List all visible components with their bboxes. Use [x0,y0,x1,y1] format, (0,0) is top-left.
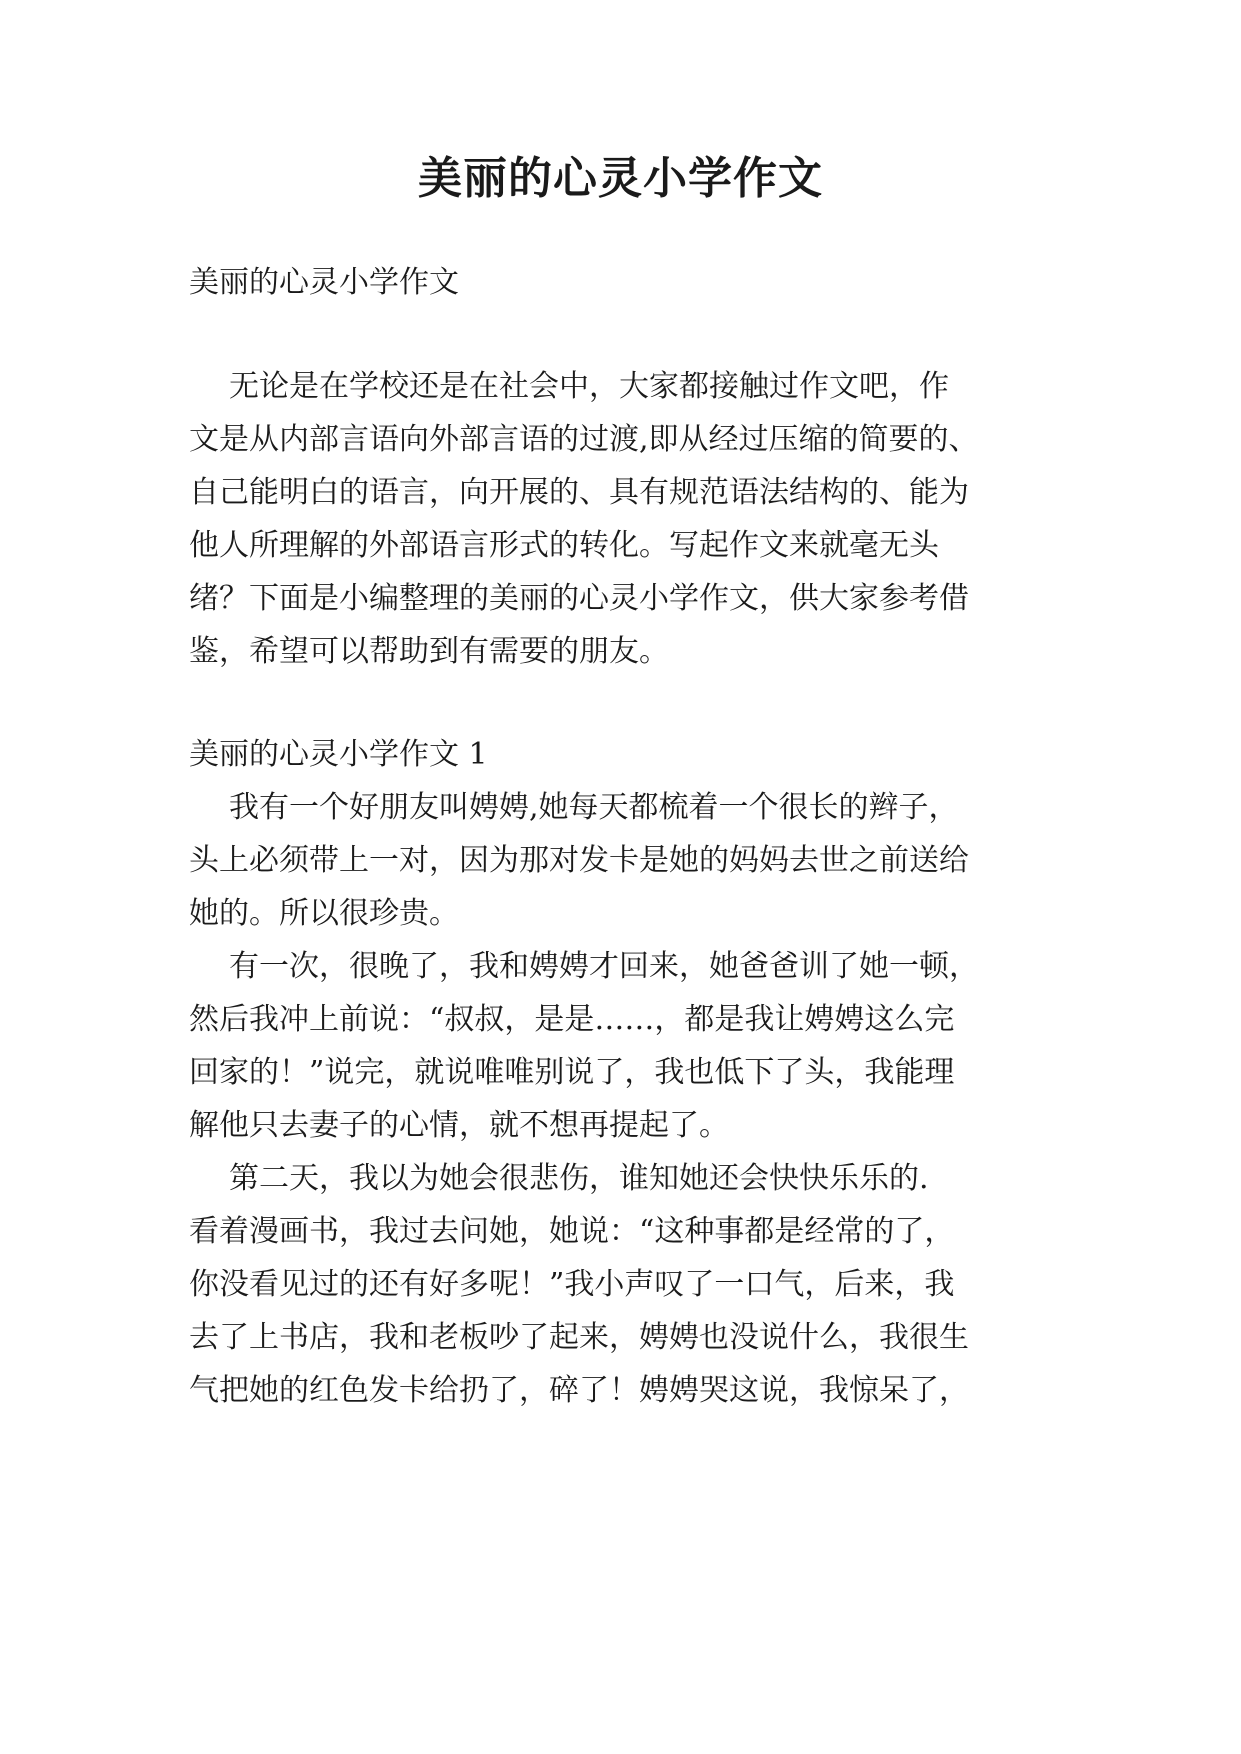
document-title: 美丽的心灵小学作文 [418,153,823,204]
paragraph-line: 她的。所以很珍贵。 [189,896,459,931]
paragraph-line: 看着漫画书，我过去问她，她说：“这种事都是经常的了， [189,1214,955,1249]
document-subtitle: 美丽的心灵小学作文 [189,265,459,300]
intro-line: 无论是在学校还是在社会中，大家都接触过作文吧，作 [229,369,949,404]
paragraph-line: 我有一个好朋友叫娉娉,她每天都梳着一个很长的辫子， [229,790,959,825]
paragraph-line: 头上必须带上一对，因为那对发卡是她的妈妈去世之前送给 [189,843,969,878]
intro-line: 他人所理解的外部语言形式的转化。写起作文来就毫无头 [189,528,939,563]
paragraph-line: 去了上书店，我和老板吵了起来，娉娉也没说什么，我很生 [189,1320,969,1355]
intro-line: 自己能明白的语言，向开展的、具有规范语法结构的、能为 [189,475,969,510]
paragraph-line: 解他只去妻子的心情，就不想再提起了。 [189,1108,729,1143]
paragraph-line: 然后我冲上前说：“叔叔，是是……，都是我让娉娉这么完 [189,1002,955,1037]
paragraph-line: 气把她的红色发卡给扔了，碎了！娉娉哭这说，我惊呆了， [189,1373,969,1408]
paragraph-line: 有一次，很晚了，我和娉娉才回来，她爸爸训了她一顿， [229,949,979,984]
paragraph-line: 第二天，我以为她会很悲伤，谁知她还会快快乐乐的. [229,1161,929,1196]
intro-line: 文是从内部言语向外部言语的过渡,即从经过压缩的简要的、 [189,422,979,457]
section-heading: 美丽的心灵小学作文 1 [189,737,488,772]
paragraph-line: 回家的！”说完，就说唯唯别说了，我也低下了头，我能理 [189,1055,955,1090]
paragraph-line: 你没看见过的还有好多呢！”我小声叹了一口气，后来，我 [189,1267,955,1302]
intro-line: 鉴，希望可以帮助到有需要的朋友。 [189,634,669,669]
intro-line: 绪？下面是小编整理的美丽的心灵小学作文，供大家参考借 [189,581,969,616]
